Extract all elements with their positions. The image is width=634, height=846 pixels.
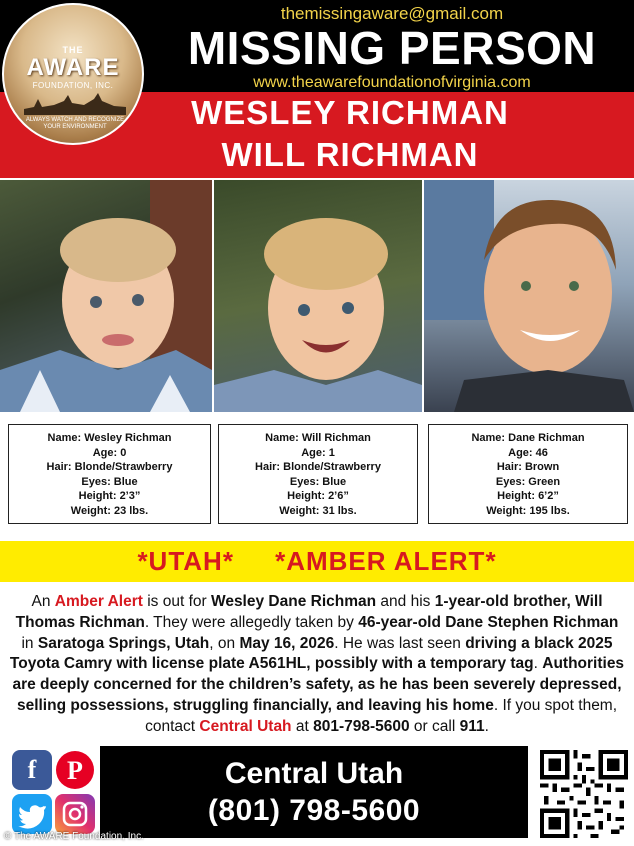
adult-portrait-icon <box>424 180 634 412</box>
contact-email[interactable]: themissingaware@gmail.com <box>280 4 504 23</box>
desc-bold: Saratoga Springs, Utah <box>37 634 210 652</box>
desc-text: . <box>533 655 543 673</box>
pinterest-letter: P <box>67 756 83 785</box>
desc-text: An <box>31 593 55 610</box>
info-card-dane <box>428 424 628 524</box>
missing-name-1: WESLEY RICHMAN <box>191 94 509 131</box>
info-eyes: Eyes: Green <box>495 475 561 488</box>
photo-wesley <box>0 180 212 412</box>
desc-text: . They were allegedly taken by <box>144 613 359 631</box>
info-eyes: Eyes: Blue <box>81 475 138 488</box>
contact-box <box>100 746 528 838</box>
desc-highlight: Amber Alert <box>54 593 143 610</box>
alert-description <box>8 592 626 738</box>
info-weight: Weight: 195 lbs. <box>486 504 570 517</box>
info-height: Height: 2’6” <box>287 490 349 503</box>
desc-bold: Authorities are deeply concerned for the children’s safety, as he has been severely depressed, selling possessions, struggling financially, and leaving his home <box>12 655 625 714</box>
info-name: Name: Dane Richman <box>471 432 585 444</box>
info-height: Height: 6’2” <box>497 490 559 503</box>
contact-phone[interactable]: (801) 798-5600 <box>207 794 421 827</box>
desc-text: is out for <box>142 593 211 610</box>
contact-agency: Central Utah <box>224 757 404 790</box>
desc-bold: driving a black 2025 Toyota Camry with license plate A561HL, possibly with a temporary tag <box>9 634 613 673</box>
desc-bold: 801-798-5600 <box>313 717 410 735</box>
photo-dane <box>424 180 634 412</box>
qr-code-icon[interactable] <box>540 750 628 838</box>
logo-name: AWARE <box>26 54 120 81</box>
copyright-credit: © The AWARE Foundation, Inc. <box>4 831 144 842</box>
desc-bold: 911 <box>459 717 485 735</box>
desc-bold: 1-year-old brother, Will Thomas Richman <box>15 593 603 631</box>
pinterest-glyph-icon <box>55 750 95 790</box>
info-hair: Hair: Blonde/Strawberry <box>46 461 173 474</box>
info-hair: Hair: Brown <box>496 461 560 474</box>
desc-text: . <box>484 717 489 735</box>
amber-alert-banner: *UTAH* *AMBER ALERT* <box>0 541 634 582</box>
child-portrait-icon <box>214 180 422 412</box>
info-height: Height: 2’3” <box>78 490 141 503</box>
desc-bold: Wesley Dane Richman <box>210 593 377 610</box>
info-age: Age: 46 <box>508 446 548 459</box>
info-weight: Weight: 23 lbs. <box>70 504 149 517</box>
photo-will <box>214 180 422 412</box>
logo-foundation: FOUNDATION, INC. <box>32 81 114 90</box>
logo-silhouette-icon <box>24 91 126 115</box>
pinterest-icon[interactable] <box>55 750 95 790</box>
page-title: MISSING PERSON <box>187 22 597 74</box>
info-card-will <box>218 424 418 524</box>
logo-the: THE <box>62 45 84 55</box>
aware-foundation-logo <box>2 3 144 145</box>
desc-highlight: Central Utah <box>199 717 292 735</box>
info-hair: Hair: Blonde/Strawberry <box>255 461 381 474</box>
info-age: Age: 0 <box>92 446 127 459</box>
website-link[interactable]: www.theawarefoundationofvirginia.com <box>253 74 531 91</box>
desc-bold: 46-year-old Dane Stephen Richman <box>358 613 619 631</box>
info-name: Name: Wesley Richman <box>47 432 172 444</box>
desc-text: and his <box>376 593 435 610</box>
desc-text: at <box>291 717 314 735</box>
photo-row <box>0 180 634 412</box>
desc-text: . He was last seen <box>334 634 466 652</box>
info-card-wesley <box>8 424 211 524</box>
desc-text: in <box>21 634 38 652</box>
info-weight: Weight: 31 lbs. <box>279 504 357 517</box>
info-age: Age: 1 <box>301 446 335 459</box>
desc-bold: May 16, 2026 <box>239 634 335 652</box>
info-eyes: Eyes: Blue <box>289 475 347 488</box>
info-name: Name: Will Richman <box>265 432 371 444</box>
desc-text: or call <box>409 717 460 735</box>
facebook-icon[interactable]: f <box>12 750 52 790</box>
child-portrait-icon <box>0 180 212 412</box>
logo-tagline: ALWAYS WATCH AND RECOGNIZE YOUR ENVIRONMENT <box>25 117 125 130</box>
desc-text: . If you spot them, contact <box>145 696 618 735</box>
missing-name-2: WILL RICHMAN <box>221 136 479 173</box>
desc-text: , on <box>209 634 240 652</box>
